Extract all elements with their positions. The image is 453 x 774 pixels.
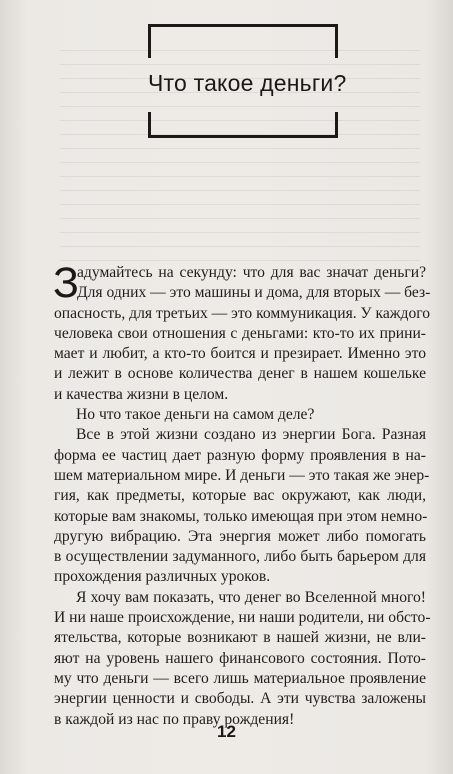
paragraph-line: опасность, для третьих — это коммуникация. У каждого <box>54 304 431 322</box>
paragraph-line: и качества жизни в целом. <box>54 385 229 403</box>
paragraph-line: в осуществлении задуманного, либо быть барьером для <box>54 548 426 566</box>
page-number: 12 <box>217 722 236 741</box>
paragraph-line: Но что такое деньги на самом деле? <box>76 406 315 424</box>
paragraph-line: которые вам знакомы, только имеющая при этом немно- <box>54 507 428 525</box>
paragraph-line: и лежит в основе количества денег в нашем кошельке <box>54 365 426 383</box>
chapter-title-frame <box>148 24 347 110</box>
paragraph-line: прохождения различных уроков. <box>54 568 271 586</box>
paragraph-line: другую вибрацию. Эта энергия может либо помогать <box>54 527 426 545</box>
paragraph-line: му что деньги — всего лишь материальное проявление <box>54 669 426 687</box>
paragraph-line: Для одних — это машины и дома, для вторых — без- <box>77 284 431 302</box>
paragraph-line: энергии ценности и свободы. А эти чувства заложены <box>54 690 426 708</box>
paragraph-line: З адумайтесь на секунду: что для вас значат деньги? <box>53 259 426 307</box>
paragraph-line: шем материальном мире. И деньги — это такая же энер- <box>54 466 430 484</box>
paragraph-line: Я хочу вам показать, что денег во Вселенной много! <box>76 588 426 606</box>
paragraph-line: ятельства, которые возникают в нашей жизни, не вли- <box>54 629 426 647</box>
paragraph-line: Все в этой жизни создано из энергии Бога. Разная <box>76 426 426 444</box>
paragraph-line: яют на уровень нашего финансового состояния. Пото- <box>54 649 426 667</box>
paragraph-line: человека свои отношения с деньгами: кто-то их прини- <box>54 324 426 342</box>
body-text <box>53 259 431 730</box>
paragraph-line: мает и любит, а кто-то боится и презирает. Именно это <box>54 345 426 363</box>
paragraph-line: в каждой из нас по праву рождения! <box>54 710 295 728</box>
paragraph-line: форма ее частиц дает разную форму проявления в на- <box>54 446 426 464</box>
frame-bottom-bracket <box>148 112 338 138</box>
paragraph-line: гия, как предметы, которые вас окружают, как люди, <box>54 487 426 505</box>
drop-cap: З <box>53 259 79 307</box>
chapter-title: Что такое деньги? <box>148 70 347 96</box>
paragraph-line: И ни наше происхождение, ни наши родители, ни обсто- <box>54 609 431 627</box>
frame-top-bracket <box>148 24 338 58</box>
